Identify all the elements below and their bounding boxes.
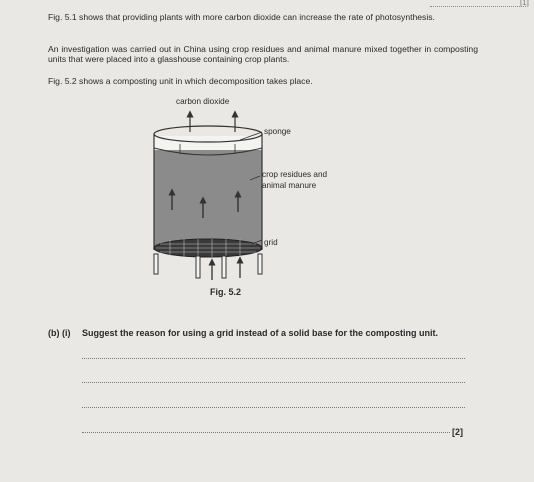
figure-caption: Fig. 5.2 (210, 287, 242, 297)
intro-paragraph-2: An investigation was carried out in China using crop residues and animal manure mixed together in composting units that were placed into a glasshouse containing crop plants. (48, 44, 478, 65)
answer-line-4[interactable] (82, 432, 450, 433)
question-text: Suggest the reason for using a grid instead of a solid base for the composting unit. (82, 328, 439, 338)
intro-paragraph-3: Fig. 5.2 shows a composting unit in which decomposition takes place. (48, 76, 313, 86)
previous-answer-line (430, 6, 526, 7)
answer-line-2[interactable] (82, 382, 465, 383)
label-contents-2: animal manure (262, 181, 317, 190)
answer-line-1[interactable] (82, 358, 465, 359)
marks-allocation: [2] (452, 427, 463, 437)
previous-marks: [1] (520, 0, 529, 7)
label-contents-1: crop residues and (262, 170, 328, 179)
label-sponge: sponge (264, 127, 291, 136)
composting-unit-diagram (140, 92, 370, 284)
answer-line-3[interactable] (82, 407, 465, 408)
container-legs (154, 254, 262, 278)
label-grid: grid (264, 238, 278, 247)
intro-paragraph-1: Fig. 5.1 shows that providing plants with more carbon dioxide can increase the rate of photosynthesis. (48, 12, 435, 22)
label-carbon-dioxide: carbon dioxide (176, 97, 230, 106)
question-part-label: (b) (i) (48, 328, 71, 338)
compost-contents (154, 144, 262, 248)
